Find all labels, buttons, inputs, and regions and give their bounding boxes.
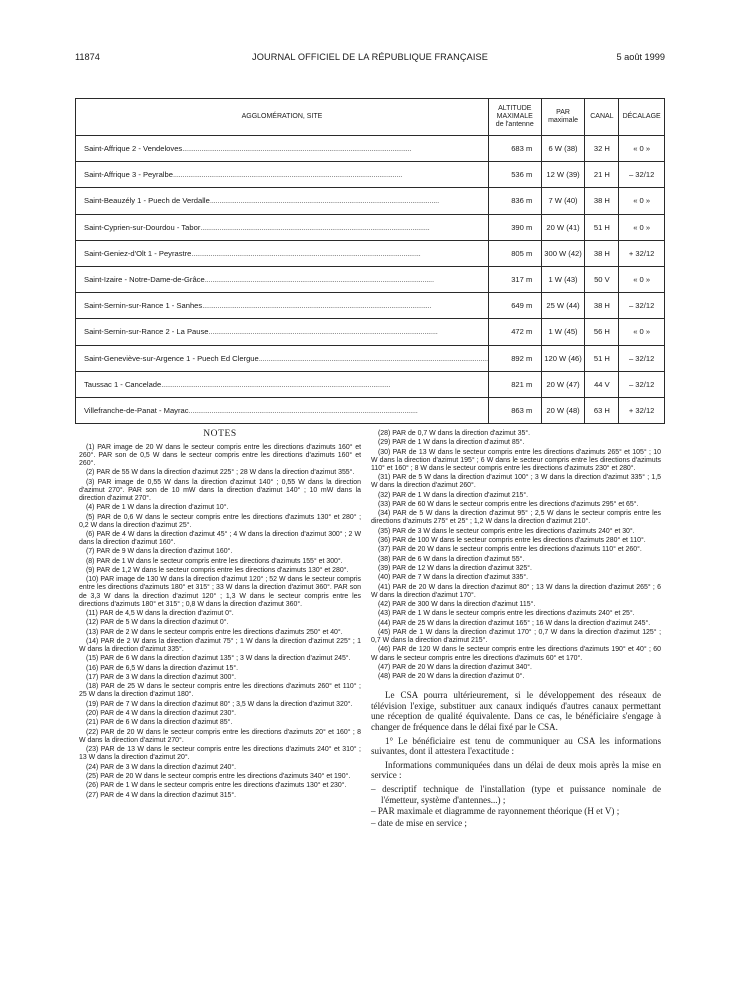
note-item: (40) PAR de 7 W dans la direction d'azimut 335°. xyxy=(378,574,529,582)
note-item: (33) PAR de 60 W dans le secteur compris entre les directions d'azimuts 295° et 65°. xyxy=(378,500,639,508)
notes-list-right xyxy=(371,430,661,681)
note-item: (32) PAR de 1 W dans la direction d'azimut 215°. xyxy=(378,491,529,499)
table-row xyxy=(76,162,665,188)
table-row xyxy=(76,319,665,345)
cell-altitude-text: 805 m xyxy=(511,248,533,258)
note-item: (41) PAR de 20 W dans la direction d'azimut 80° ; 13 W dans la direction d'azimut 265° ; 6 W dans la direction d'azimut 170°. xyxy=(371,583,661,599)
cell-altitude-text: 649 m xyxy=(511,301,533,311)
note-item: (21) PAR de 6 W dans la direction d'azimut 85°. xyxy=(86,719,233,727)
cell-par xyxy=(541,188,585,214)
note-item: (39) PAR de 12 W dans la direction d'azimut 325°. xyxy=(378,564,532,572)
cell-altitude xyxy=(488,397,541,423)
cell-altitude xyxy=(488,214,541,240)
note-item: (47) PAR de 20 W dans la direction d'azimut 340°. xyxy=(378,663,532,671)
header-canal: CANAL xyxy=(585,99,619,136)
leader-dots: ........................................................................................................................ xyxy=(161,379,391,389)
note-item: (7) PAR de 9 W dans la direction d'azimut 160°. xyxy=(86,548,233,556)
cell-par xyxy=(541,214,585,240)
note-item: (28) PAR de 0,7 W dans la direction d'azimut 35°. xyxy=(378,430,531,437)
cell-canal-text: 21 H xyxy=(593,170,610,180)
cell-site xyxy=(76,345,489,371)
journal-title: JOURNAL OFFICIEL DE LA RÉPUBLIQUE FRANÇAISE xyxy=(252,52,488,62)
note-item: (4) PAR de 1 W dans la direction d'azimut 10°. xyxy=(86,504,229,512)
cell-decalage-text: + 32/12 xyxy=(628,405,655,415)
note-item: (30) PAR de 13 W dans le secteur compris entre les directions d'azimuts 265° et 105° ; 10 W dans la direction d'azimut 195° ; 6 W dans le secteur compris entre les directions d'azimuts 110° et 160° ; 8 W dans le secteur compris entre les directions d'azimuts 230° et 280°. xyxy=(371,448,661,472)
cell-par xyxy=(541,397,585,423)
cell-canal-text: 50 V xyxy=(594,275,610,285)
cell-decalage-text: « 0 » xyxy=(633,222,651,232)
cell-decalage xyxy=(619,188,665,214)
cell-decalage-text: « 0 » xyxy=(633,196,651,206)
cell-par-text: 1 W (43) xyxy=(548,275,578,285)
cell-par xyxy=(541,293,585,319)
body-paragraph: 1° Le bénéficiaire est tenu de communiquer au CSA les informations suivantes, dont il attestera l'exactitude : xyxy=(371,735,661,757)
cell-altitude-text: 892 m xyxy=(511,353,533,363)
cell-canal-text: 38 H xyxy=(593,196,610,206)
note-item: (22) PAR de 20 W dans le secteur compris entre les directions d'azimuts 20° et 160° ; 8 W dans la direction d'azimut 270°. xyxy=(79,728,361,744)
leader-dots: ........................................................................................................................ xyxy=(200,222,430,232)
publication-date: 5 août 1999 xyxy=(616,52,665,62)
header-par-line1: PAR xyxy=(556,109,570,116)
cell-altitude xyxy=(488,371,541,397)
cell-site-text: Saint-Izaire - Notre-Dame-de-Grâce xyxy=(84,275,205,285)
cell-site xyxy=(76,371,489,397)
note-item: (18) PAR de 25 W dans le secteur compris entre les directions d'azimuts 260° et 110° ; 25 W dans la direction d'azimut 180°. xyxy=(79,683,361,699)
cell-decalage-text: « 0 » xyxy=(633,144,651,154)
table-row xyxy=(76,293,665,319)
cell-site-text: Saint-Geneviève-sur-Argence 1 - Puech Ed Clergue xyxy=(84,353,259,363)
cell-par-text: 20 W (48) xyxy=(546,405,580,415)
cell-canal xyxy=(585,214,619,240)
cell-decalage xyxy=(619,266,665,292)
note-item: (34) PAR de 5 W dans la direction d'azimut 95° ; 2,5 W dans le secteur compris entre les directions d'azimuts 275° et 25° ; 1,2 W dans la direction d'azimut 210°. xyxy=(371,510,661,526)
table-row xyxy=(76,345,665,371)
body-paragraph: Le CSA pourra ultérieurement, si le développement des réseaux de télévision l'exige, substituer aux canaux indiqués d'autres canaux permettant une réception de qualité équivalente. Dans ce cas, le bénéficiaire s'engage à changer de fréquence dans le délai fixé par le CSA. xyxy=(371,690,661,733)
header-altitude-line1: ALTITUDE MAXIMALE xyxy=(496,105,533,120)
notes-right-column xyxy=(371,430,661,980)
cell-par-text: 12 W (39) xyxy=(546,170,580,180)
cell-site xyxy=(76,188,489,214)
cell-canal-text: 32 H xyxy=(593,144,610,154)
table-row xyxy=(76,397,665,423)
cell-par-text: 7 W (40) xyxy=(548,196,578,206)
notes-left-column xyxy=(79,430,361,960)
cell-decalage xyxy=(619,397,665,423)
cell-canal xyxy=(585,371,619,397)
note-item: (35) PAR de 3 W dans le secteur compris entre les directions d'azimuts 240° et 30°. xyxy=(378,527,635,535)
cell-site xyxy=(76,214,489,240)
header-site: AGGLOMÉRATION, SITE xyxy=(76,99,489,136)
cell-decalage xyxy=(619,162,665,188)
note-item: (9) PAR de 1,2 W dans le secteur compris entre les directions d'azimuts 130° et 280°. xyxy=(86,567,349,575)
cell-decalage xyxy=(619,214,665,240)
leader-dots: ........................................................................................................................ xyxy=(202,301,432,311)
cell-decalage-text: – 32/12 xyxy=(628,301,655,311)
cell-canal-text: 51 H xyxy=(593,353,610,363)
page-number: 11874 xyxy=(75,52,100,62)
note-item: (44) PAR de 25 W dans la direction d'azimut 165° ; 16 W dans la direction d'azimut 245°. xyxy=(378,619,651,627)
note-item: (6) PAR de 4 W dans la direction d'azimut 45° ; 4 W dans la direction d'azimut 300° ; 2 W dans la direction d'azimut 160°. xyxy=(79,531,361,547)
cell-altitude xyxy=(488,188,541,214)
cell-par-text: 300 W (42) xyxy=(544,248,582,258)
note-item: (31) PAR de 5 W dans la direction d'azimut 100° ; 3 W dans la direction d'azimut 335° ; 1,5 W dans la direction d'azimut 260°. xyxy=(371,474,661,490)
cell-decalage-text: « 0 » xyxy=(633,327,651,337)
cell-decalage xyxy=(619,240,665,266)
cell-altitude xyxy=(488,240,541,266)
cell-par xyxy=(541,345,585,371)
cell-par xyxy=(541,319,585,345)
header-par-line2: maximale xyxy=(548,117,579,124)
cell-altitude xyxy=(488,293,541,319)
bullet-item: – PAR maximale et diagramme de rayonnement théorique (H et V) ; xyxy=(371,806,620,817)
note-item: (5) PAR de 0,6 W dans le secteur compris entre les directions d'azimuts 130° et 280° ; 0,2 W dans la direction d'azimut 25°. xyxy=(79,513,361,529)
cell-decalage xyxy=(619,345,665,371)
cell-site-text: Saint-Cyprien-sur-Dourdou - Tabor xyxy=(84,222,201,232)
cell-site xyxy=(76,162,489,188)
note-item: (15) PAR de 6 W dans la direction d'azimut 135° ; 3 W dans la direction d'azimut 245°. xyxy=(86,655,351,663)
cell-canal xyxy=(585,188,619,214)
cell-canal xyxy=(585,345,619,371)
cell-par xyxy=(541,371,585,397)
cell-decalage xyxy=(619,136,665,162)
note-item: (36) PAR de 100 W dans le secteur compris entre les directions d'azimuts 280° et 110°. xyxy=(378,536,646,544)
leader-dots: ........................................................................................................................ xyxy=(172,170,403,180)
note-item: (12) PAR de 5 W dans la direction d'azimut 0°. xyxy=(86,619,229,627)
cell-par-text: 20 W (47) xyxy=(546,379,580,389)
cell-site-text: Saint-Sernin-sur-Rance 1 - Sanhes xyxy=(84,301,203,311)
cell-site xyxy=(76,240,489,266)
cell-decalage xyxy=(619,319,665,345)
header-decalage: DÉCALAGE xyxy=(619,99,665,136)
cell-par-text: 25 W (44) xyxy=(546,301,580,311)
cell-altitude-text: 821 m xyxy=(511,379,533,389)
note-item: (23) PAR de 13 W dans le secteur compris entre les directions d'azimuts 240° et 310° ; 13 W dans la direction d'azimut 20°. xyxy=(79,746,361,762)
note-item: (17) PAR de 3 W dans la direction d'azimut 300°. xyxy=(86,674,237,682)
leader-dots: ........................................................................................................................ xyxy=(204,275,434,285)
cell-par xyxy=(541,266,585,292)
cell-altitude-text: 472 m xyxy=(511,327,533,337)
note-item: (45) PAR de 1 W dans la direction d'azimut 170° ; 0,7 W dans la direction d'azimut 125° ; 0,7 W dans la direction d'azimut 215°. xyxy=(371,629,661,645)
cell-par xyxy=(541,162,585,188)
cell-par-text: 1 W (45) xyxy=(548,327,578,337)
table-row xyxy=(76,240,665,266)
cell-site-text: Saint-Sernin-sur-Rance 2 - La Pause xyxy=(84,327,209,337)
cell-altitude xyxy=(488,345,541,371)
cell-site-text: Saint-Affrique 3 - Peyralbe xyxy=(84,170,173,180)
note-item: (27) PAR de 4 W dans la direction d'azimut 315°. xyxy=(86,791,237,799)
note-item: (8) PAR de 1 W dans le secteur compris entre les directions d'azimuts 155° et 300°. xyxy=(86,557,343,565)
cell-altitude xyxy=(488,136,541,162)
table-row xyxy=(76,214,665,240)
header-par xyxy=(541,99,585,136)
header-altitude-line2: de l'antenne xyxy=(495,121,534,128)
bullet-item: – date de mise en service ; xyxy=(371,817,467,828)
cell-canal xyxy=(585,240,619,266)
table-row xyxy=(76,371,665,397)
note-item: (26) PAR de 1 W dans le secteur compris entre les directions d'azimuts 130° et 230°. xyxy=(86,782,347,790)
note-item: (3) PAR image de 0,55 W dans la direction d'azimut 140° ; 0,55 W dans la direction d'azimut 270°. PAR son de 10 mW dans la direction d'azimut 140° ; 10 mW dans la direction d'azimut 270°. xyxy=(79,478,361,502)
cell-site xyxy=(76,136,489,162)
cell-decalage-text: – 32/12 xyxy=(628,170,655,180)
cell-decalage-text: – 32/12 xyxy=(628,379,655,389)
note-item: (29) PAR de 1 W dans la direction d'azimut 85°. xyxy=(378,439,525,447)
body-paragraph: Informations communiquées dans un délai de deux mois après la mise en service : xyxy=(371,759,661,781)
cell-canal xyxy=(585,319,619,345)
cell-site xyxy=(76,319,489,345)
notes-title: NOTES xyxy=(203,429,237,439)
note-item: (25) PAR de 20 W dans le secteur compris entre les directions d'azimuts 340° et 190°. xyxy=(86,772,351,780)
table-body xyxy=(76,136,665,424)
cell-canal-text: 44 V xyxy=(594,379,610,389)
note-item: (20) PAR de 4 W dans la direction d'azimut 230°. xyxy=(86,710,237,718)
cell-par-text: 20 W (41) xyxy=(546,222,580,232)
cell-altitude-text: 683 m xyxy=(511,144,533,154)
note-item: (13) PAR de 2 W dans le secteur compris entre les directions d'azimuts 250° et 40°. xyxy=(86,628,343,636)
page-header xyxy=(75,52,665,66)
note-item: (19) PAR de 7 W dans la direction d'azimut 80° ; 3,5 W dans la direction d'azimut 320°. xyxy=(86,700,353,708)
info-bullet-list xyxy=(371,784,661,828)
note-item: (48) PAR de 20 W dans la direction d'azimut 0°. xyxy=(378,673,525,681)
cell-site-text: Saint-Beauzély 1 - Puech de Verdalle xyxy=(84,196,210,206)
cell-decalage xyxy=(619,293,665,319)
leader-dots: ........................................................................................................................ xyxy=(191,248,421,258)
cell-decalage-text: – 32/12 xyxy=(628,353,655,363)
table-row xyxy=(76,188,665,214)
cell-site xyxy=(76,293,489,319)
note-item: (10) PAR image de 130 W dans la direction d'azimut 120° ; 52 W dans le secteur compris entre les directions d'azimuts 180° et 315° ; 33 W dans la direction d'azimut 360°. PAR son de 3,3 W dans la direction d'azimut 120° ; 1,3 W dans le secteur compris entre les directions d'azimuts 180° et 315° ; 0,8 W dans la direction d'azimut 360°. xyxy=(79,576,361,608)
cell-canal-text: 51 H xyxy=(593,222,610,232)
note-item: (14) PAR de 2 W dans la direction d'azimut 75° ; 1 W dans la direction d'azimut 225° ; 1 W dans la direction d'azimut 335°. xyxy=(79,637,361,653)
cell-site-text: Saint-Affrique 2 - Vendeloves xyxy=(84,144,183,154)
leader-dots: ........................................................................................................................ xyxy=(258,353,488,363)
cell-par-text: 6 W (38) xyxy=(548,144,578,154)
notes-list-left xyxy=(79,444,361,800)
note-item: (24) PAR de 3 W dans la direction d'azimut 240°. xyxy=(86,763,237,771)
cell-par xyxy=(541,136,585,162)
cell-canal-text: 38 H xyxy=(593,248,610,258)
cell-decalage xyxy=(619,371,665,397)
cell-site-text: Saint-Geniez-d'Olt 1 - Peyrastre xyxy=(84,248,192,258)
note-item: (43) PAR de 1 W dans le secteur compris entre les directions d'azimuts 240° et 25°. xyxy=(378,610,635,618)
cell-altitude-text: 317 m xyxy=(511,275,533,285)
cell-par xyxy=(541,240,585,266)
note-item: (11) PAR de 4,5 W dans la direction d'azimut 0°. xyxy=(86,609,234,617)
note-item: (16) PAR de 6,5 W dans la direction d'azimut 15°. xyxy=(86,664,239,672)
cell-canal xyxy=(585,136,619,162)
cell-par-text: 120 W (46) xyxy=(544,353,582,363)
cell-site-text: Taussac 1 - Cancelade xyxy=(84,379,162,389)
table-row xyxy=(76,136,665,162)
note-item: (2) PAR de 55 W dans la direction d'azimut 225° ; 28 W dans la direction d'azimut 355°. xyxy=(86,469,355,477)
leader-dots: ........................................................................................................................ xyxy=(208,327,438,337)
bullet-item: – descriptif technique de l'installation (type et puissance nominale de l'émetteur, système d'antennes...) ; xyxy=(371,784,661,805)
cell-canal xyxy=(585,293,619,319)
channel-table xyxy=(75,98,665,424)
cell-site-text: Villefranche-de-Panat - Mayrac xyxy=(84,405,189,415)
leader-dots: ........................................................................................................................ xyxy=(182,144,412,154)
cell-altitude-text: 836 m xyxy=(511,196,533,206)
cell-canal-text: 56 H xyxy=(593,327,610,337)
cell-canal-text: 63 H xyxy=(593,405,610,415)
note-item: (38) PAR de 6 W dans la direction d'azimut 55°. xyxy=(378,555,525,563)
cell-altitude xyxy=(488,266,541,292)
cell-canal-text: 38 H xyxy=(593,301,610,311)
leader-dots: ........................................................................................................................ xyxy=(188,405,418,415)
note-item: (1) PAR image de 20 W dans le secteur compris entre les directions d'azimuts 160° et 260°. PAR son de 0,5 W dans le secteur compris entre les directions d'azimuts 160° et 260°. xyxy=(79,444,361,468)
cell-canal xyxy=(585,266,619,292)
body-text xyxy=(371,690,661,828)
cell-site xyxy=(76,397,489,423)
cell-altitude-text: 536 m xyxy=(511,170,533,180)
header-altitude xyxy=(488,99,541,136)
note-item: (46) PAR de 120 W dans le secteur compris entre les directions d'azimuts 190° et 40° ; 60 W dans le secteur compris entre les directions d'azimuts 60° et 170°. xyxy=(371,646,661,662)
cell-canal xyxy=(585,397,619,423)
cell-decalage-text: « 0 » xyxy=(633,275,651,285)
cell-altitude-text: 863 m xyxy=(511,405,533,415)
cell-site xyxy=(76,266,489,292)
table-row xyxy=(76,266,665,292)
cell-altitude xyxy=(488,162,541,188)
cell-altitude xyxy=(488,319,541,345)
note-item: (42) PAR de 300 W dans la direction d'azimut 115°. xyxy=(378,601,536,609)
table-header-row xyxy=(76,99,665,136)
note-item: (37) PAR de 20 W dans le secteur compris entre les directions d'azimuts 110° et 260°. xyxy=(378,546,642,554)
leader-dots: ........................................................................................................................ xyxy=(209,196,439,206)
cell-decalage-text: + 32/12 xyxy=(628,248,655,258)
cell-altitude-text: 390 m xyxy=(511,222,533,232)
cell-canal xyxy=(585,162,619,188)
